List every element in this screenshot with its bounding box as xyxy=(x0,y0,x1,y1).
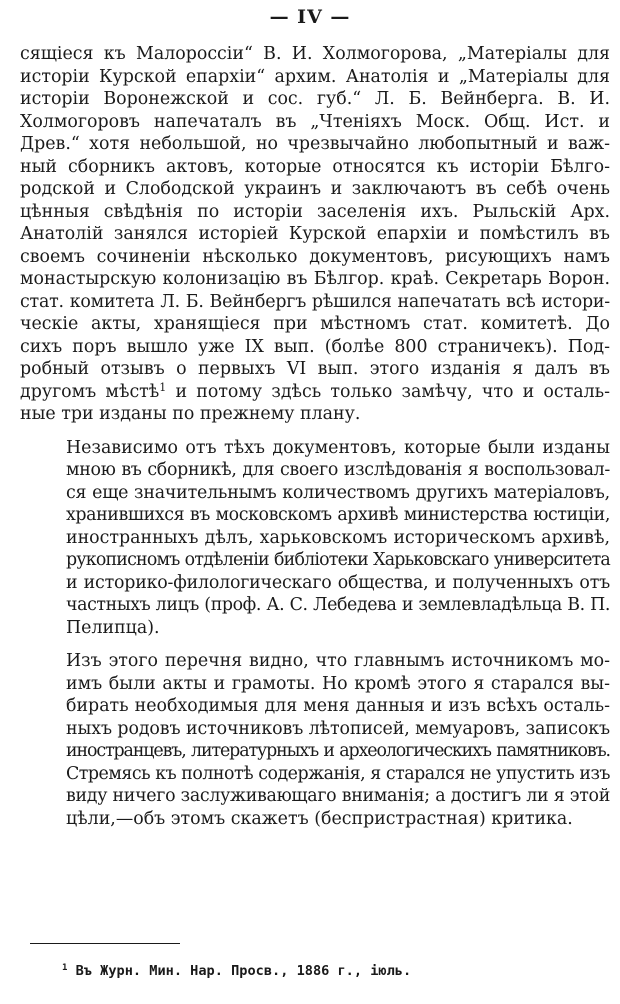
text-line: ныхъ родовъ источниковъ лѣтописей, мемуаровъ, записокъ xyxy=(66,718,610,739)
text-fragment: и потому здѣсь только замѣчу, что и осталь- xyxy=(166,381,610,402)
text-line: сящіеся къ Малороссіи“ В. И. Холмогорова, „Матеріалы для xyxy=(20,44,610,64)
text-line: монастырскую колонизацію въ Бѣлгор. краѣ. Секретарь Ворон. xyxy=(20,269,610,289)
page-number: — IV — xyxy=(269,6,351,28)
text-line: цѣнныя свѣдѣнія по исторіи заселенія ихъ. Рыльскій Арх. xyxy=(20,201,610,222)
text-line: Изъ этого перечня видно, что главнымъ источникомъ мо- xyxy=(66,651,610,671)
text-line: ческіе акты, хранящіеся при мѣстномъ стат. комитетѣ. До xyxy=(20,314,610,334)
footnote-divider xyxy=(30,943,180,944)
paragraph-3 xyxy=(20,650,610,830)
text-line: родской и Слободской украинъ и заключаютъ въ себѣ очень xyxy=(20,179,610,199)
text-line: иностранцевъ, литературныхъ и археологическихъ памятниковъ. xyxy=(66,741,610,761)
text-line: Анатолій занялся исторіей Курской епархіи и помѣстилъ въ xyxy=(20,224,610,244)
text-line: мною въ сборникѣ, для своего изслѣдованія я воспользовал- xyxy=(66,460,610,480)
text-fragment: другомъ мѣстѣ xyxy=(20,381,160,402)
body-text xyxy=(20,43,610,830)
text-line: исторіи Воронежской и сос. губ.“ Л. Б. Вейнберга. В. И. xyxy=(20,89,610,109)
footnote-text: Въ Журн. Мин. Нар. Просв., 1886 г., іюль. xyxy=(67,963,412,979)
text-line: ся еще значительнымъ количествомъ другихъ матеріаловъ, xyxy=(66,482,610,503)
text-line: частныхъ лицъ (проф. А. С. Лебедева и землевладѣльца В. П. xyxy=(66,595,610,615)
text-line: Независимо отъ тѣхъ документовъ, которые были изданы xyxy=(66,437,610,458)
text-line: своемъ сочиненіи нѣсколько документовъ, рисующихъ намъ xyxy=(20,246,610,267)
text-line: виду ничего заслуживающаго вниманія; а достигъ ли я этой xyxy=(66,786,610,806)
text-line: Древ.“ хотя небольшой, но чрезвычайно любопытный и важ- xyxy=(20,134,610,154)
text-line: Стремясь къ полнотѣ содержанія, я старался не упустить изъ xyxy=(66,763,610,784)
footnote xyxy=(62,960,602,982)
text-line: Холмогоровъ напечаталъ въ „Чтеніяхъ Моск. Общ. Ист. и xyxy=(20,111,610,132)
footnote-reference[interactable]: 1 xyxy=(159,380,167,394)
text-line: робный отзывъ о первыхъ VI вып. этого изданія я далъ въ xyxy=(20,359,610,379)
text-line: бирать необходимыя для меня данныя и изъ всѣхъ осталь- xyxy=(66,696,610,716)
text-line: рукописномъ отдѣленіи библіотеки Харьковскаго университета xyxy=(66,550,610,570)
text-line: стат. комитета Л. Б. Вейнбергъ рѣшился напечатать всѣ истори- xyxy=(20,291,610,312)
text-line: сихъ поръ вышло уже IX вып. (болѣе 800 страничекъ). Под- xyxy=(20,336,610,357)
text-line: хранившихся въ московскомъ архивѣ министерства юстиціи, xyxy=(66,505,610,525)
paragraph-1 xyxy=(20,43,610,426)
paragraph-2 xyxy=(20,437,610,640)
footnote-mark: 1 xyxy=(62,963,68,973)
text-line: ные три изданы по прежнему плану. xyxy=(20,404,361,424)
text-line: Пелипца). xyxy=(66,617,160,638)
text-line-with-footnote xyxy=(20,381,610,404)
text-line: цѣли,—объ этомъ скажетъ (беспристрастная) критика. xyxy=(66,808,573,829)
text-line: и историко-филологическаго общества, и полученныхъ отъ xyxy=(66,572,610,593)
text-line: имъ были акты и грамоты. Но кромѣ этого я старался вы- xyxy=(66,673,610,694)
text-line: исторіи Курской епархіи“ архим. Анатолія и „Матеріалы для xyxy=(20,66,610,87)
text-line: иностранныхъ дѣлъ, харьковскомъ историческомъ архивѣ, xyxy=(66,527,610,548)
text-line: ный сборникъ актовъ, которые относятся къ исторіи Бѣлго- xyxy=(20,156,610,177)
